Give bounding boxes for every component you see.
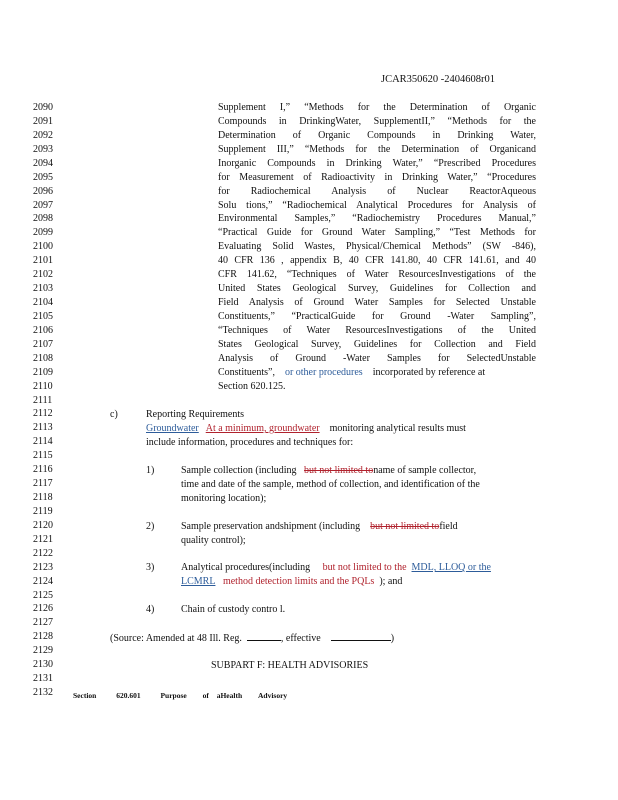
line-number: 2125 xyxy=(33,589,53,601)
line-number: 2110 xyxy=(33,380,53,392)
line-number: 2131 xyxy=(33,673,53,685)
line-number: 2123 xyxy=(33,561,53,573)
block-line: United States Geological Survey, Guidelines for Collection and xyxy=(218,283,536,295)
block-line: for Measurement of Radioactivity in Drinking Water,” “Procedures xyxy=(218,171,536,183)
line-number: 2108 xyxy=(33,352,53,364)
document-header: JCAR350620 -2404608r01 xyxy=(381,74,496,85)
line-number: 2094 xyxy=(33,157,53,169)
line-number: 2095 xyxy=(33,171,53,183)
line-number: 2090 xyxy=(33,102,53,113)
line-number: 2127 xyxy=(33,617,53,629)
item-text: field xyxy=(439,521,458,532)
line-number: 2093 xyxy=(33,143,53,155)
item-1-cont: monitoring location); xyxy=(181,493,267,504)
block-line: Compounds in DrinkingWater, SupplementII,” “Methods for the xyxy=(218,115,536,127)
line-number: 2107 xyxy=(33,338,53,350)
source-note xyxy=(110,631,394,646)
line-number: 2105 xyxy=(33,310,53,322)
block-line: Evaluating Solid Wastes, Physical/Chemical Methods” (SW -846), xyxy=(218,241,536,253)
section-title-word: Advisory xyxy=(258,691,288,700)
block-line: Determination of Organic Compounds in Drinking Water, xyxy=(218,129,536,141)
line-number: 2117 xyxy=(33,478,53,490)
block-last-pre: Constituents”, xyxy=(218,367,275,378)
line-number: 2097 xyxy=(33,199,53,211)
subsection-line-1-rest: monitoring analytical results must xyxy=(329,423,466,434)
subsection-line-1 xyxy=(146,422,466,436)
line-number: 2112 xyxy=(33,408,53,420)
item-4-line: Chain of custody contro l. xyxy=(181,604,286,615)
line-number: 2109 xyxy=(33,366,53,378)
line-number: 2101 xyxy=(33,255,53,267)
line-number: 2100 xyxy=(33,241,53,253)
item-3-line xyxy=(181,561,491,575)
line-number: 2113 xyxy=(33,422,53,434)
block-line: Analysis of Ground -Water Samples for SelectedUnstable xyxy=(218,352,536,364)
inserted-text: LCMRL xyxy=(181,576,216,587)
section-number: 620.601 xyxy=(116,691,141,700)
line-number: 2092 xyxy=(33,129,53,141)
subpart-heading: SUBPART F: HEALTH ADVISORIES xyxy=(211,660,369,671)
line-number: 2130 xyxy=(33,659,53,671)
block-line: CFR 141.62, “Techniques of Water ResourcesInvestigations of the xyxy=(218,269,536,281)
inserted-text: but not limited to the xyxy=(322,562,407,573)
subsection-label: c) xyxy=(110,409,118,420)
section-reference: Section 620.125. xyxy=(218,381,286,392)
block-line: Constituents,” “PracticalGuide for Ground -Water Sampling”, xyxy=(218,310,536,322)
subsection-line-2: include information, procedures and techniques for: xyxy=(146,437,354,448)
item-text: Analytical procedures(including xyxy=(181,562,311,573)
item-2-cont: quality control); xyxy=(181,535,246,546)
item-1-line xyxy=(181,464,476,478)
block-line: Supplement III,” “Methods for the Determination of Organicand xyxy=(218,143,536,155)
block-last-post: incorporated by reference at xyxy=(372,367,486,378)
blank-line xyxy=(331,631,391,641)
line-number: 2115 xyxy=(33,450,53,462)
line-number: 2118 xyxy=(33,492,53,504)
line-number: 2122 xyxy=(33,547,53,559)
item-text: name of sample collector, xyxy=(373,465,477,476)
section-heading xyxy=(73,689,287,703)
section-word: Section xyxy=(73,691,97,700)
block-line: Solu tions,” “Radiochemical Analytical Procedures for Analysis of xyxy=(218,199,536,211)
line-number: 2111 xyxy=(33,394,53,406)
line-number: 2114 xyxy=(33,436,53,448)
inserted-text: At a minimum, groundwater xyxy=(205,423,320,434)
line-number: 2126 xyxy=(33,603,53,615)
block-line: “Practical Guide for Ground Water Sampling,” “Test Methods for xyxy=(218,227,536,239)
line-number: 2104 xyxy=(33,297,53,309)
line-number: 2124 xyxy=(33,575,53,587)
block-line: Environmental Samples,” “Radiochemistry Procedures Manual,” xyxy=(218,213,536,225)
line-number: 2119 xyxy=(33,505,53,517)
block-line: States Geological Survey, Guidelines for Collection and Field xyxy=(218,338,536,350)
subsection-heading: Reporting Requirements xyxy=(146,409,245,420)
block-line: for Radiochemical Analysis of Nuclear ReactorAqueous xyxy=(218,185,536,197)
block-line: “Techniques of Water ResourcesInvestigations of the United xyxy=(218,324,536,336)
line-number: 2099 xyxy=(33,227,53,239)
item-text: ); and xyxy=(379,576,403,587)
line-number: 2091 xyxy=(33,115,53,127)
source-text: (Source: Amended at 48 Ill. Reg. xyxy=(110,633,242,644)
item-number: 2) xyxy=(146,521,155,532)
section-title-word: of xyxy=(202,691,209,700)
line-number: 2121 xyxy=(33,533,53,545)
line-number: 2103 xyxy=(33,283,53,295)
item-2-line xyxy=(181,520,458,534)
item-3-cont xyxy=(181,575,402,589)
blank-line xyxy=(247,631,281,641)
item-number: 3) xyxy=(146,562,155,573)
deleted-text: but not limited to xyxy=(304,465,374,476)
source-text: , effective xyxy=(280,633,321,644)
item-text: Sample collection (including xyxy=(181,465,297,476)
inserted-text: or other procedures xyxy=(284,367,363,378)
line-number: 2096 xyxy=(33,185,53,197)
line-number: 2128 xyxy=(33,631,53,643)
block-last-line xyxy=(218,366,485,380)
inserted-text: MDL, LLOQ or the xyxy=(411,562,491,573)
line-number: 2098 xyxy=(33,213,53,225)
line-number: 2129 xyxy=(33,645,53,657)
section-title-word: Purpose xyxy=(160,691,187,700)
block-line: Inorganic Compounds in Drinking Water,” “Prescribed Procedures xyxy=(218,157,536,169)
block-line: Field Analysis of Ground Water Samples for Selected Unstable xyxy=(218,297,536,309)
line-number: 2116 xyxy=(33,464,53,476)
item-text: Sample preservation andshipment (including xyxy=(181,521,361,532)
source-text: ) xyxy=(390,633,395,644)
line-number: 2106 xyxy=(33,324,53,336)
inserted-text: Groundwater xyxy=(146,423,199,434)
line-number: 2120 xyxy=(33,519,53,531)
item-number: 4) xyxy=(146,604,155,615)
block-line: 40 CFR 136 , appendix B, 40 CFR 141.80, 40 CFR 141.61, and 40 xyxy=(218,255,536,267)
item-number: 1) xyxy=(146,465,155,476)
block-line: Supplement I,” “Methods for the Determination of Organic xyxy=(218,102,536,113)
line-number: 2102 xyxy=(33,269,53,281)
deleted-text: but not limited to xyxy=(370,521,440,532)
item-1-cont: time and date of the sample, method of collection, and identification of the xyxy=(181,479,480,490)
section-title-word: aHealth xyxy=(216,691,243,700)
line-number: 2132 xyxy=(33,687,53,699)
inserted-text: method detection limits and the PQLs xyxy=(222,576,375,587)
